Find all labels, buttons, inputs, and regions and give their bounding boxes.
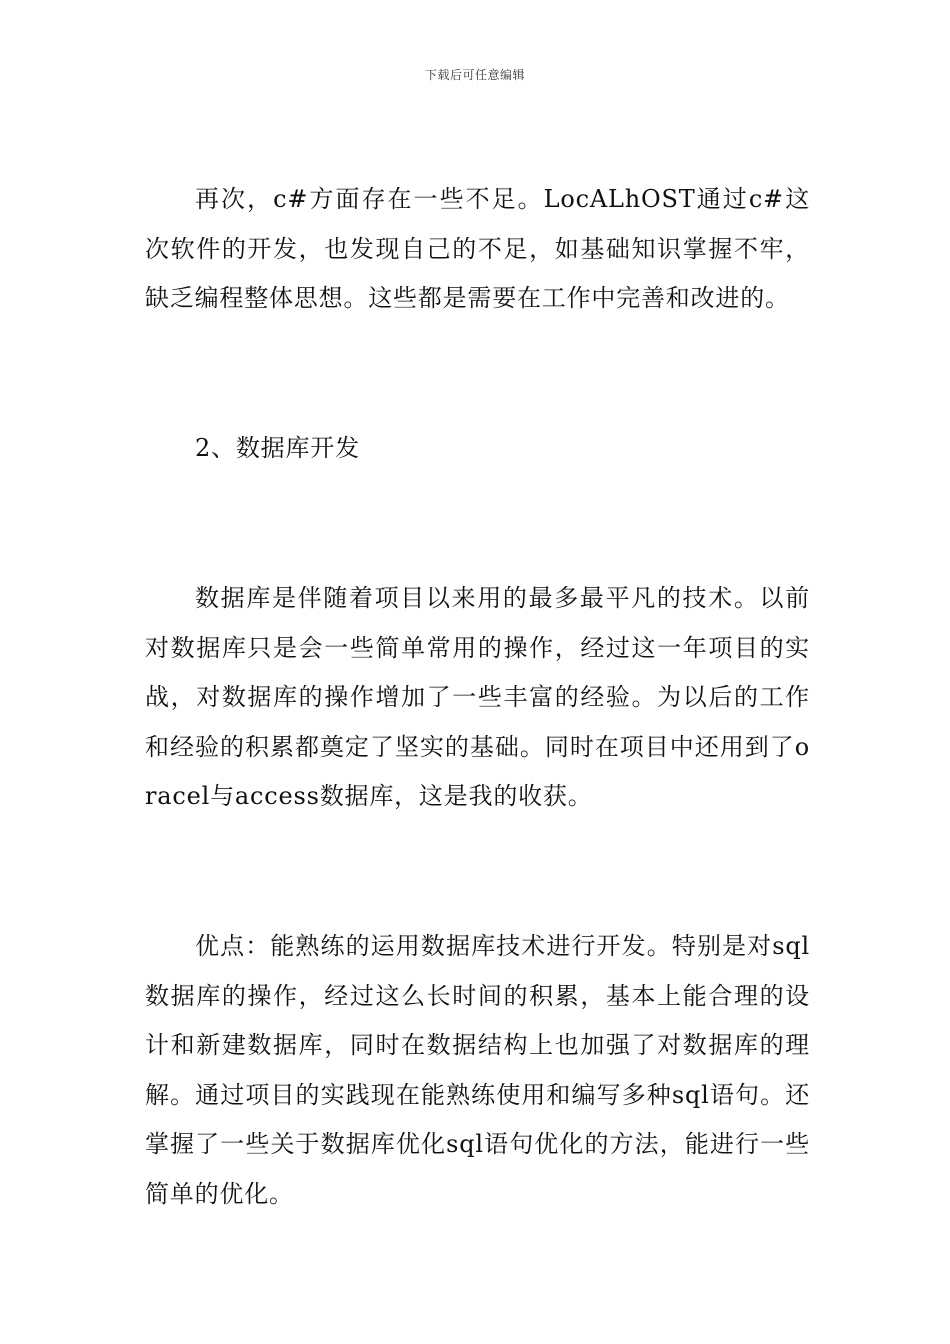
header-note: 下载后可任意编辑	[424, 68, 525, 82]
paragraph-database-experience: 数据库是伴随着项目以来用的最多最平凡的技术。以前对数据库只是会一些简单常用的操作，经过这一年项目的实战，对数据库的操作增加了一些丰富的经验。为以后的工作和经验的积累都奠定了坚实的基础。同时在项目中还用到了oracel与access数据库，这是我的收获。	[145, 584, 810, 810]
paragraph-database-strengths: 优点：能熟练的运用数据库技术进行开发。特别是对sql数据库的操作，经过这么长时间的积累，基本上能合理的设计和新建数据库，同时在数据结构上也加强了对数据库的理解。通过项目的实践现在能熟练使用和编写多种sql语句。还掌握了一些关于数据库优化sql语句优化的方法，能进行一些简单的优化。	[145, 932, 810, 1208]
section-heading-database: 2、数据库开发	[195, 434, 360, 462]
paragraph-csharp-shortcomings: 再次，c#方面存在一些不足。LocALhOST通过c#这次软件的开发，也发现自己的不足，如基础知识掌握不牢，缺乏编程整体思想。这些都是需要在工作中完善和改进的。	[145, 185, 810, 312]
